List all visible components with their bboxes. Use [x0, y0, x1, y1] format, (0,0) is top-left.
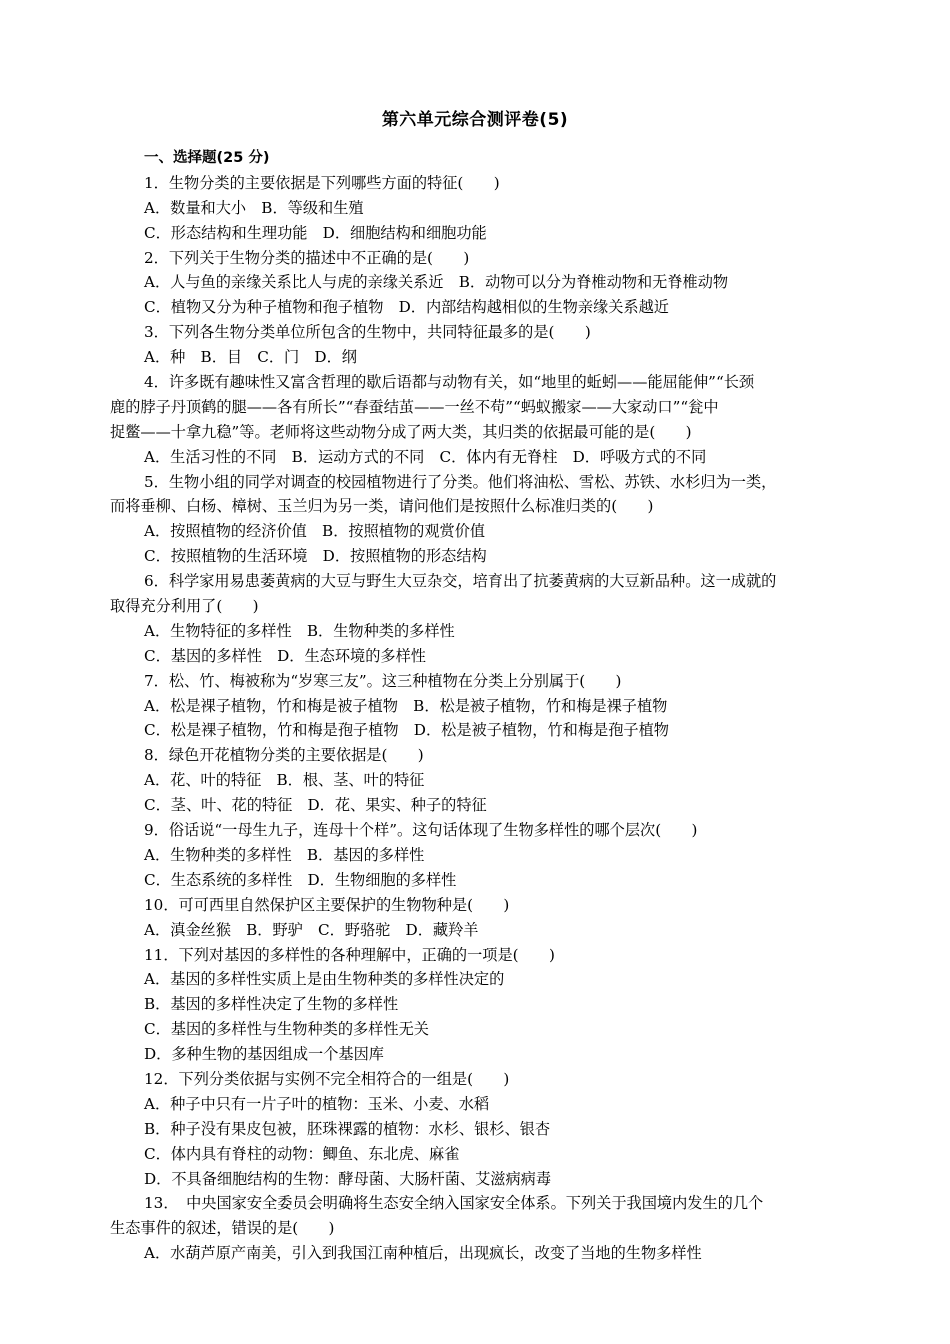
- text-line: C．植物又分为种子植物和孢子植物 D．内部结构越相似的生物亲缘关系越近: [144, 298, 669, 317]
- text-line: A．滇金丝猴 B．野驴 C．野骆驼 D．藏羚羊: [144, 920, 479, 939]
- text-line: A．种 B．目 C．门 D．纲: [144, 348, 357, 367]
- text-line: 生态事件的叙述，错误的是( ): [110, 1219, 335, 1238]
- text-line: C．基因的多样性 D．生态环境的多样性: [144, 646, 426, 665]
- text-line: 8．绿色开花植物分类的主要依据是( ): [144, 746, 424, 765]
- text-line: C．按照植物的生活环境 D．按照植物的形态结构: [144, 547, 487, 566]
- text-line: A．生活习性的不同 B．运动方式的不同 C．体内有无脊柱 D．呼吸方式的不同: [144, 447, 707, 466]
- text-line: 5．生物小组的同学对调查的校园植物进行了分类。他们将油松、雪松、苏铁、水杉归为一类，: [144, 472, 777, 491]
- text-line: 取得充分利用了( ): [110, 597, 259, 616]
- text-line: C．基因的多样性与生物种类的多样性无关: [144, 1020, 429, 1039]
- text-line: A．水葫芦原产南美，引入到我国江南种植后，出现疯长，改变了当地的生物多样性: [144, 1244, 702, 1263]
- text-line: A．人与鱼的亲缘关系比人与虎的亲缘关系近 B．动物可以分为脊椎动物和无脊椎动物: [144, 273, 729, 292]
- text-line: A．数量和大小 B．等级和生殖: [144, 198, 364, 217]
- text-line: 4．许多既有趣味性又富含哲理的歇后语都与动物有关，如“地里的蚯蚓——能屈能伸”“长颈: [144, 373, 755, 392]
- text-line: A．松是裸子植物，竹和梅是被子植物 B．松是被子植物，竹和梅是裸子植物: [144, 696, 668, 715]
- text-line: 9．俗话说“一母生九子，连母十个样”。这句话体现了生物多样性的哪个层次( ): [144, 821, 698, 840]
- text-line: A．花、叶的特征 B．根、茎、叶的特征: [144, 771, 425, 790]
- text-line: 3．下列各生物分类单位所包含的生物中，共同特征最多的是( ): [144, 323, 591, 342]
- text-line: A．基因的多样性实质上是由生物种类的多样性决定的: [144, 970, 505, 989]
- text-line: 鹿的脖子丹顶鹤的腿——各有所长”“春蚕结茧——一丝不苟”“蚂蚁搬家——大家动口”“瓮中: [110, 397, 719, 416]
- text-line: 12．下列分类依据与实例不完全相符合的一组是( ): [144, 1069, 510, 1088]
- text-line: D．不具备细胞结构的生物：酵母菌、大肠杆菌、艾滋病病毒: [144, 1169, 552, 1188]
- text-line: 而将垂柳、白杨、樟树、玉兰归为另一类，请问他们是按照什么标准归类的( ): [110, 497, 654, 516]
- text-line: C．形态结构和生理功能 D．细胞结构和细胞功能: [144, 223, 487, 242]
- text-line: A．生物种类的多样性 B．基因的多样性: [144, 845, 425, 864]
- text-line: 2．下列关于生物分类的描述中不正确的是( ): [144, 248, 470, 267]
- question-body: [110, 146, 843, 1266]
- text-line: 6．科学家用易患萎黄病的大豆与野生大豆杂交，培育出了抗萎黄病的大豆新品种。这一成就的: [144, 572, 777, 591]
- text-line: 捉鳖——十拿九稳”等。老师将这些动物分成了两大类，其归类的依据最可能的是( ): [110, 422, 692, 441]
- text-line: A．按照植物的经济价值 B．按照植物的观赏价值: [144, 522, 486, 541]
- text-line: C．生态系统的多样性 D．生物细胞的多样性: [144, 870, 457, 889]
- page-title: 第六单元综合测评卷(5): [381, 110, 569, 130]
- text-line: A．生物特征的多样性 B．生物种类的多样性: [144, 621, 455, 640]
- text-line: C．茎、叶、花的特征 D．花、果实、种子的特征: [144, 796, 487, 815]
- text-line: C．松是裸子植物，竹和梅是孢子植物 D．松是被子植物，竹和梅是孢子植物: [144, 721, 669, 740]
- text-line: A．种子中只有一片子叶的植物：玉米、小麦、水稻: [144, 1094, 490, 1113]
- text-line: 10．可可西里自然保护区主要保护的生物物种是( ): [144, 895, 510, 914]
- text-line: 7．松、竹、梅被称为“岁寒三友”。这三种植物在分类上分别属于( ): [144, 671, 622, 690]
- text-line: B．种子没有果皮包被，胚珠裸露的植物：水杉、银杉、银杏: [144, 1119, 551, 1138]
- text-line: C．体内具有脊柱的动物：鲫鱼、东北虎、麻雀: [144, 1144, 460, 1163]
- section-heading: 一、选择题(25 分): [144, 150, 270, 166]
- text-line: 1．生物分类的主要依据是下列哪些方面的特征( ): [144, 173, 500, 192]
- text-line: B．基因的多样性决定了生物的多样性: [144, 995, 399, 1014]
- text-line: D．多种生物的基因组成一个基因库: [144, 1045, 384, 1064]
- text-line: 13． 中央国家安全委员会明确将生态安全纳入国家安全体系。下列关于我国境内发生的几个: [144, 1194, 764, 1213]
- text-line: 11．下列对基因的多样性的各种理解中，正确的一项是( ): [144, 945, 555, 964]
